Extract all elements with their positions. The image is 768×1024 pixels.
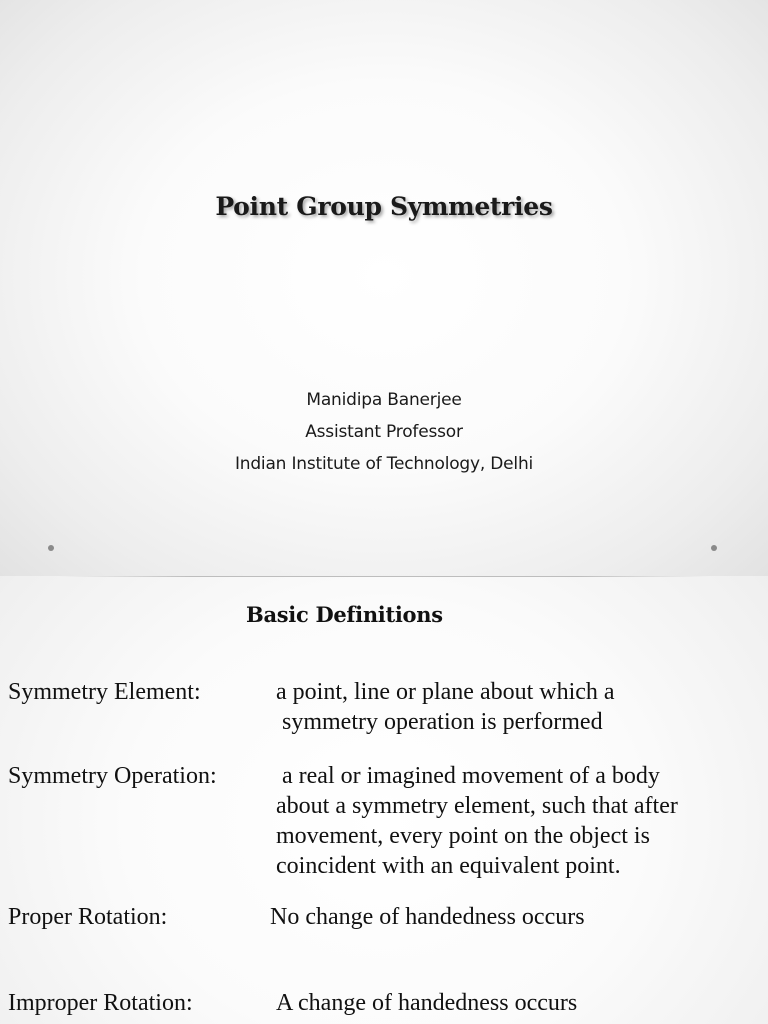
definition-desc-symmetry-element — [276, 677, 615, 737]
presentation-title: Point Group Symmetries — [215, 192, 553, 221]
definition-desc-symmetry-operation — [276, 761, 678, 881]
definition-desc-improper-rotation — [276, 988, 577, 1018]
definition-line: No change of handedness occurs — [270, 904, 585, 930]
section-heading: Basic Definitions — [246, 602, 443, 627]
author-name: Manidipa Banerjee — [306, 390, 462, 410]
definition-term-proper-rotation: Proper Rotation: — [8, 904, 168, 930]
definitions-slide — [0, 576, 768, 1024]
author-block — [0, 384, 768, 480]
definition-term-symmetry-element: Symmetry Element: — [8, 679, 201, 705]
definition-line: A change of handedness occurs — [276, 990, 578, 1016]
definition-line: a point, line or plane about which a — [276, 679, 615, 705]
decorative-dot-left — [48, 545, 54, 551]
author-position: Assistant Professor — [305, 422, 463, 442]
definition-line: about a symmetry element, such that after — [276, 793, 678, 819]
definition-line: movement, every point on the object is — [276, 823, 650, 849]
author-institution: Indian Institute of Technology, Delhi — [234, 454, 534, 474]
definition-desc-proper-rotation — [270, 902, 585, 932]
definition-term-symmetry-operation: Symmetry Operation: — [8, 763, 217, 789]
decorative-dot-right — [711, 545, 717, 551]
definition-line: coincident with an equivalent point. — [276, 853, 621, 879]
definition-line: symmetry operation is performed — [276, 709, 603, 735]
definition-term-improper-rotation: Improper Rotation: — [8, 990, 193, 1016]
definition-line: a real or imagined movement of a body — [276, 763, 660, 789]
slide-divider — [60, 576, 708, 577]
